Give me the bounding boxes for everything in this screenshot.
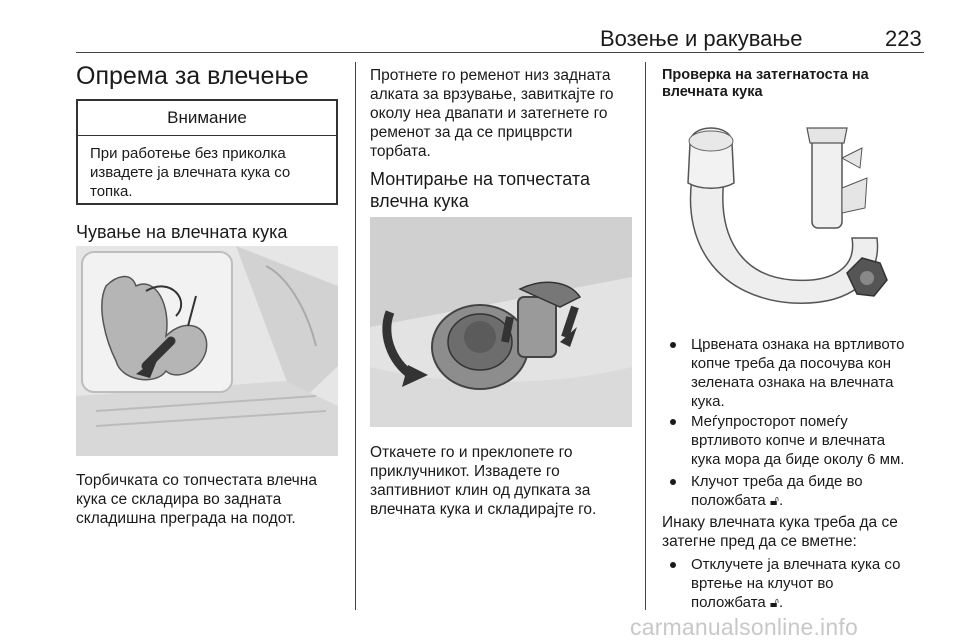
bullet-dot (670, 562, 676, 568)
tension-check-heading: Проверка на затегнатоста на влечната кука (662, 67, 869, 100)
padlock-icon: 🔓︎ (769, 594, 779, 610)
storage-caption: Торбичката со топчестата влечна кука се складира во задната складишна преграда на подот. (76, 472, 317, 527)
warning-box (76, 99, 338, 205)
padlock-icon: 🔓︎ (769, 492, 779, 508)
mounting-subheading: Монтирање на топчестата влечна кука (370, 169, 590, 211)
storage-subheading: Чување на влечната кука (76, 222, 288, 242)
bullet-item: Клучот треба да биде во положбата 🔓︎. (670, 472, 930, 512)
header-rule (76, 52, 924, 53)
bullet-item: Меѓупросторот помеѓу вртливото копче и влечната кука мора да биде околу 6 мм. (670, 412, 930, 472)
socket-illustration (370, 217, 632, 427)
column-divider (355, 62, 356, 610)
warning-text: При работење без приколка извадете ја влечната кука со топка. (90, 145, 291, 200)
column-divider (645, 62, 646, 610)
bullet-dot (670, 419, 676, 425)
section-title: Опрема за влечење (76, 62, 309, 90)
tow-hook-illustration (662, 108, 924, 322)
bullet-dot (670, 342, 676, 348)
tighten-instructions: Инаку влечната кука треба да се затегне пред да се вметне: (662, 514, 898, 550)
trunk-storage-illustration (76, 246, 338, 456)
watermark: carmanualsonline.info (630, 614, 858, 640)
bullet-item: Отклучете ја влечната кука со вртење на клучот во положбата 🔓︎. (670, 555, 930, 615)
running-header: Возење и ракување (600, 26, 803, 51)
warning-heading: Внимание (78, 101, 336, 136)
strap-instructions: Протнете го ременот низ задната алката за врзување, завиткајте го околу неа двапати и затегнете го ременот за да се прицврсти торбата. (370, 67, 614, 160)
page-number: 223 (885, 26, 922, 51)
mounting-caption: Откачете го и преклопете го приклучникот. Извадете го заптивниот клин од дупката за влечната кука и складирајте го. (370, 444, 597, 518)
bullet-dot (670, 479, 676, 485)
bullet-item: Црвената ознака на вртливото копче треба да посочува кон зелената ознака на влечната кука. (670, 335, 930, 415)
